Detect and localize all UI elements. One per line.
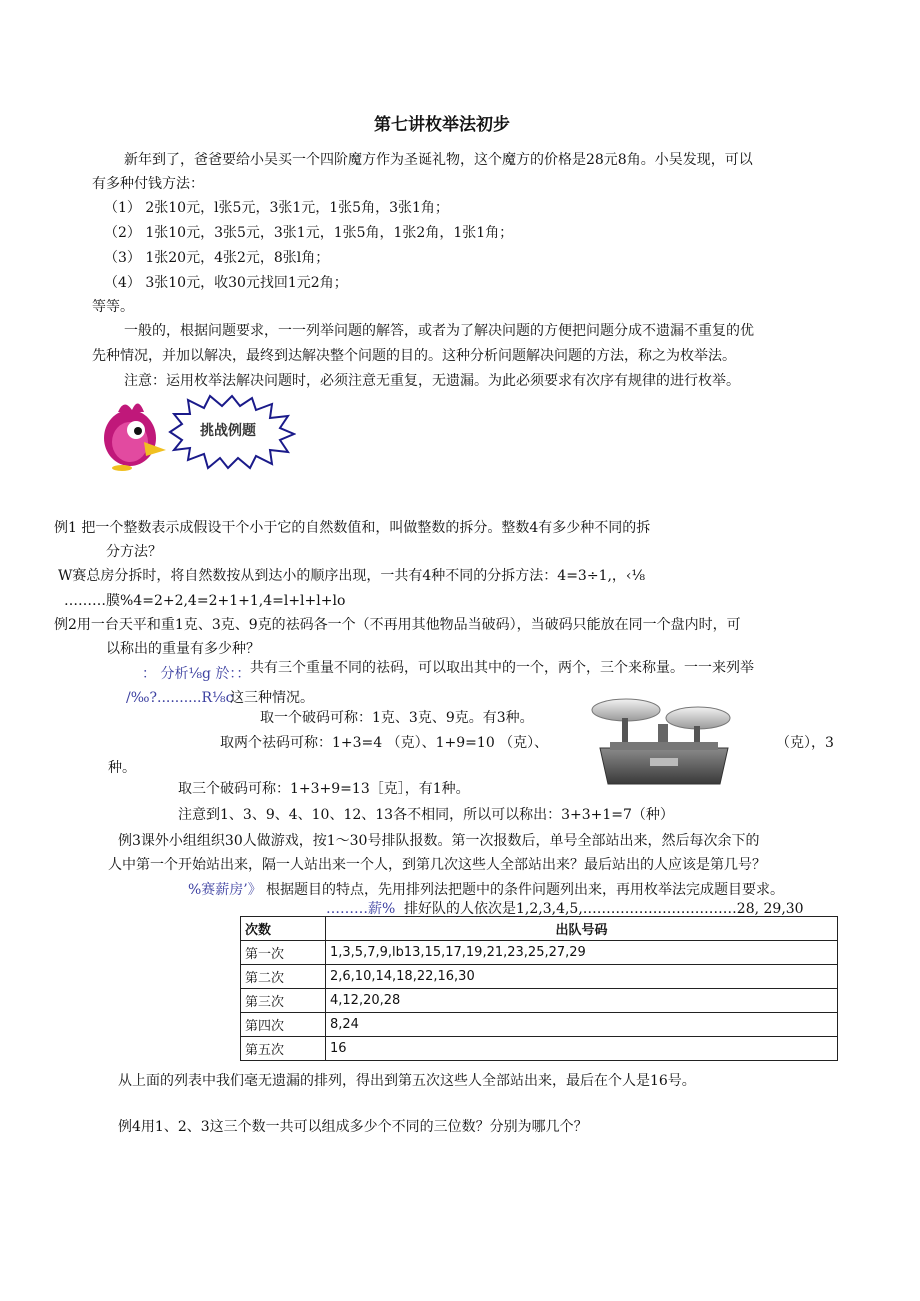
table-cell-numbers: 1,3,5,7,9,lb13,15,17,19,21,23,25,27,29 bbox=[326, 941, 838, 965]
table-row bbox=[241, 1037, 838, 1061]
intro-paragraph-3: 注意：运用枚举法解决问题时，必须注意无重复，无遗漏。为此必须要求有次序有规律的进行枚举。 bbox=[124, 373, 740, 389]
table-row bbox=[241, 941, 838, 965]
intro-paragraph-1a: 新年到了，爸爸要给小吴买一个四阶魔方作为圣诞礼物，这个魔方的价格是28元8角。小吴发现，可以 bbox=[124, 152, 753, 168]
example-2-conclusion: 注意到1、3、9、4、10、12、13各不相同，所以可以称出：3+3+1=7（种） bbox=[178, 807, 674, 823]
example-1-answer-line1: W赛总房分拆时，将自然数按从到达小的顺序出现，一共有4种不同的分拆方法：4=3÷1,，‹⅛ bbox=[58, 568, 646, 584]
table-header-round: 次数 bbox=[241, 917, 326, 941]
method-item-3: （3） 1张20元，4张2元，8张l角； bbox=[104, 250, 330, 266]
example-2-answer-text: 这三种情况。 bbox=[230, 690, 314, 706]
table-header-numbers: 出队号码 bbox=[326, 917, 838, 941]
table-row bbox=[241, 1013, 838, 1037]
example-3-conclusion: 从上面的列表中我们毫无遗漏的排列，得出到第五次这些人全部站出来，最后在个人是16号。 bbox=[118, 1073, 696, 1089]
example-2-analysis-label: ： 分析⅛g 於：： bbox=[142, 666, 251, 682]
example-1-answer-line2: ………膜%4=2+2,4=2+1+1,4=l+l+l+lo bbox=[64, 593, 346, 609]
method-item-1: （1） 2张10元，l张5元，3张1元，1张5角，3张1角； bbox=[104, 200, 449, 216]
example-2-answer-label: /‰?..........R⅛c bbox=[126, 690, 234, 706]
method-item-4: （4） 3张10元，收30元找回1元2角； bbox=[104, 275, 348, 291]
method-item-2: （2） 1张10元，3张5元，3张1元，1张5角，1张2角，1张1角； bbox=[104, 225, 514, 241]
table-row bbox=[241, 965, 838, 989]
table-cell-numbers: 16 bbox=[326, 1037, 838, 1061]
challenge-badge-label: 挑战例题 bbox=[200, 423, 256, 439]
example-3-order-text: 排好队的人依次是1,2,3,4,5,……………………………28, 29,30 bbox=[404, 901, 804, 917]
example-2-question-line2: 以称出的重量有多少种？ bbox=[106, 641, 260, 657]
challenge-badge bbox=[100, 392, 300, 472]
table-cell-round: 第一次 bbox=[241, 941, 326, 965]
example-1-question-line1: 例1 把一个整数表示成假设干个小于它的自然数值和，叫做整数的拆分。整数4有多少种不同的拆 bbox=[54, 520, 651, 536]
balance-scale-image bbox=[590, 694, 738, 790]
example-3-answer-text: 根据题目的特点，先用排列法把题中的条件问题列出来，再用枚举法完成题目要求。 bbox=[266, 882, 784, 898]
example-2-analysis-text: 共有三个重量不同的祛码，可以取出其中的一个，两个，三个来称量。一一来列举 bbox=[250, 660, 754, 676]
example-2-question-line1: 例2用一台天平和重1克、3克、9克的祛码各一个（不再用其他物品当破码），当破码只能放在同一个盘内时，可 bbox=[54, 617, 741, 633]
etc-text: 等等。 bbox=[92, 299, 134, 315]
table-row bbox=[241, 989, 838, 1013]
example-3-order-label: ………薪% bbox=[326, 901, 396, 917]
example-2-two-weights: 取两个祛码可称：1+3=4 （克）、1+9=10 （克）、 bbox=[220, 735, 549, 751]
table-cell-numbers: 8,24 bbox=[326, 1013, 838, 1037]
example-3-answer-label: %赛薪房’》 bbox=[188, 882, 262, 898]
table-cell-numbers: 4,12,20,28 bbox=[326, 989, 838, 1013]
example-1-question-line2: 分方法？ bbox=[106, 544, 162, 560]
table-header-row bbox=[241, 917, 838, 941]
page-title: 第七讲枚举法初步 bbox=[374, 115, 510, 135]
example-2-three-weights: 取三个破码可称：1+3+9=13［克］，有1种。 bbox=[178, 781, 470, 797]
example-2-two-weights-tail: （克），3 bbox=[776, 735, 834, 751]
intro-paragraph-2b: 先种情况，并加以解决，最终到达解决整个问题的目的。这种分析问题解决问题的方法，称之为枚举法。 bbox=[92, 348, 736, 364]
table-cell-round: 第五次 bbox=[241, 1037, 326, 1061]
table-cell-round: 第四次 bbox=[241, 1013, 326, 1037]
example-4-question: 例4用1、2、3这三个数一共可以组成多少个不同的三位数？分别为哪几个？ bbox=[118, 1119, 588, 1135]
example-2-one-weight: 取一个破码可称：1克、3克、9克。有3种。 bbox=[260, 710, 534, 726]
intro-paragraph-2a: 一般的，根据问题要求，一一列举问题的解答，或者为了解决问题的方便把问题分成不遗漏不重复的优 bbox=[124, 323, 754, 339]
table-cell-round: 第三次 bbox=[241, 989, 326, 1013]
example-2-two-weights-unit: 种。 bbox=[108, 760, 136, 776]
dequeue-table bbox=[240, 916, 838, 1061]
intro-paragraph-1b: 有多种付钱方法： bbox=[92, 176, 204, 192]
table-cell-numbers: 2,6,10,14,18,22,16,30 bbox=[326, 965, 838, 989]
table-cell-round: 第二次 bbox=[241, 965, 326, 989]
example-3-question-line1: 例3课外小组组织30人做游戏，按1〜30号排队报数。第一次报数后，单号全部站出来，然后每次余下的 bbox=[118, 833, 760, 849]
example-3-question-line2: 人中第一个开始站出来，隔一人站出来一个人，到第几次这些人全部站出来？最后站出的人应该是第几号？ bbox=[108, 857, 766, 873]
